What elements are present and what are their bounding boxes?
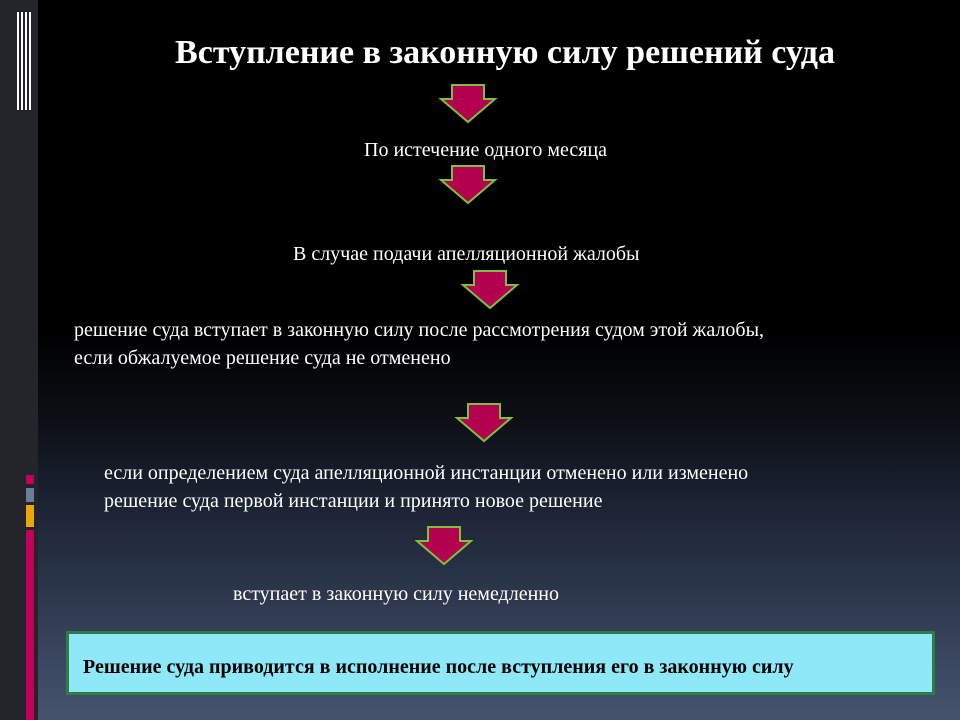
step-text-appeal: В случае подачи апелляционной жалобы bbox=[293, 243, 640, 265]
execution-note-box bbox=[66, 631, 935, 695]
down-arrow-icon bbox=[454, 403, 514, 443]
side-marker-magenta bbox=[26, 530, 34, 720]
step-text-appellate-change bbox=[104, 459, 748, 515]
side-marker-orange bbox=[26, 505, 34, 527]
side-marker-blue bbox=[26, 488, 34, 502]
step-text-line: если обжалуемое решение суда не отменено bbox=[74, 347, 451, 369]
vertical-stripes-decor bbox=[17, 12, 33, 110]
down-arrow-icon bbox=[438, 165, 498, 205]
step-text-line: решение суда первой инстанции и принято новое решение bbox=[104, 490, 603, 512]
down-arrow-icon bbox=[414, 526, 474, 566]
side-marker-pink bbox=[26, 475, 34, 484]
execution-note-text: Решение суда приводится в исполнение после вступления его в законную силу bbox=[83, 656, 794, 678]
down-arrow-icon bbox=[460, 270, 520, 310]
step-text-immediately: вступает в законную силу немедленно bbox=[233, 583, 559, 605]
slide-title: Вступление в законную силу решений суда bbox=[175, 34, 835, 71]
step-text-one-month: По истечение одного месяца bbox=[364, 139, 608, 161]
down-arrow-icon bbox=[438, 84, 498, 124]
step-text-line: если определением суда апелляционной инстанции отменено или изменено bbox=[104, 462, 749, 484]
step-text-after-review bbox=[74, 316, 764, 372]
step-text-line: решение суда вступает в законную силу после рассмотрения судом этой жалобы, bbox=[74, 319, 765, 341]
